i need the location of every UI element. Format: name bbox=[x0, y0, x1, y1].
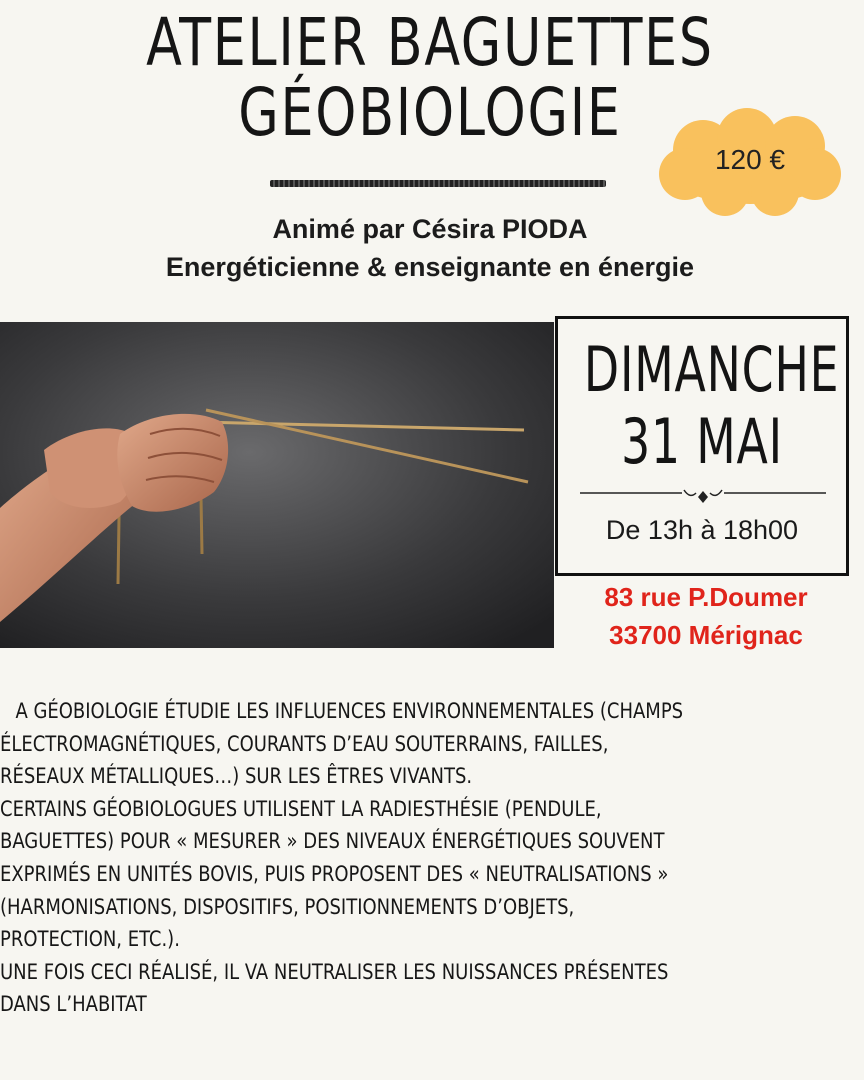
address-city: 33700 Mérignac bbox=[609, 620, 803, 650]
host-title: Energéticienne & enseignante en énergie bbox=[165, 252, 695, 282]
description-line: DANS L’HABITAT bbox=[0, 992, 147, 1018]
dowsing-rods-photo bbox=[0, 322, 554, 648]
title-underline bbox=[270, 180, 606, 187]
host-info bbox=[60, 210, 800, 286]
title-line-2: GÉOBIOLOGIE bbox=[238, 74, 622, 151]
description-line: A GÉOBIOLOGIE ÉTUDIE LES INFLUENCES ENVIRONNEMENTALES (CHAMPS bbox=[15, 699, 684, 724]
description-line: ÉLECTROMAGNÉTIQUES, COURANTS D’EAU SOUTERRAINS, FAILLES, bbox=[0, 731, 609, 757]
event-time: De 13h à 18h00 bbox=[605, 515, 799, 545]
page-title bbox=[140, 4, 721, 151]
title-line-1: ATELIER BAGUETTES bbox=[146, 4, 714, 81]
event-date-card bbox=[555, 316, 849, 576]
description-line: (HARMONISATIONS, DISPOSITIFS, POSITIONNEMENTS D’OBJETS, bbox=[0, 894, 575, 920]
description-line: RÉSEAUX MÉTALLIQUES…) SUR LES ÊTRES VIVANTS. bbox=[0, 764, 473, 790]
address-street: 83 rue P.Doumer bbox=[604, 582, 808, 612]
description-line: EXPRIMÉS EN UNITÉS BOVIS, PUIS PROPOSENT DES « NEUTRALISATIONS » bbox=[0, 861, 669, 887]
price-badge bbox=[655, 108, 845, 220]
event-date: 31 MAI bbox=[621, 405, 783, 478]
description-line: CERTAINS GÉOBIOLOGUES UTILISENT LA RADIESTHÉSIE (PENDULE, bbox=[0, 796, 602, 822]
event-address bbox=[556, 578, 856, 654]
event-day: DIMANCHE bbox=[583, 333, 840, 406]
description-text bbox=[0, 696, 864, 1022]
host-name: Animé par Césira PIODA bbox=[272, 214, 588, 244]
ornament-divider-icon bbox=[580, 487, 826, 505]
price-label: 120 € bbox=[714, 144, 786, 175]
description-line: BAGUETTES) POUR « MESURER » DES NIVEAUX ÉNERGÉTIQUES SOUVENT bbox=[0, 829, 665, 855]
description-line: UNE FOIS CECI RÉALISÉ, IL VA NEUTRALISER LES NUISSANCES PRÉSENTES bbox=[0, 959, 669, 985]
description-line: PROTECTION, ETC.). bbox=[0, 927, 180, 953]
